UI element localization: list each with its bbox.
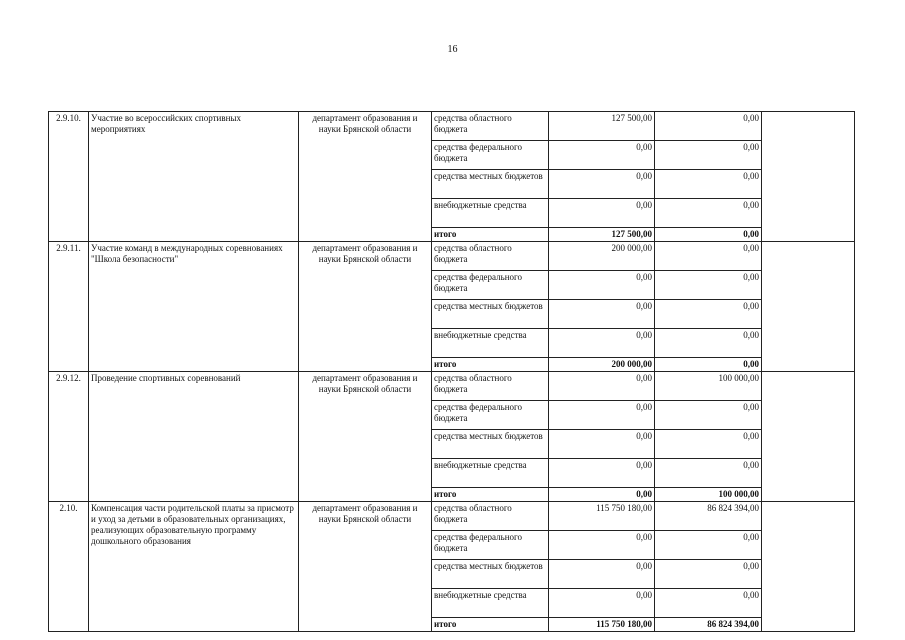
amount-col2: 0,00	[655, 589, 762, 618]
funding-source: средства областного бюджета	[432, 372, 549, 401]
amount-col1: 0,00	[549, 401, 655, 430]
funding-source: средства местных бюджетов	[432, 300, 549, 329]
funding-source: средства областного бюджета	[432, 502, 549, 531]
section-title: Участие во всероссийских спортивных мероприятиях	[89, 112, 299, 242]
total-col2: 100 000,00	[655, 488, 762, 502]
empty-cell	[762, 372, 855, 502]
funding-source: средства федерального бюджета	[432, 401, 549, 430]
amount-col1: 127 500,00	[549, 112, 655, 141]
empty-cell	[762, 112, 855, 242]
amount-col1: 0,00	[549, 300, 655, 329]
amount-col1: 0,00	[549, 271, 655, 300]
amount-col2: 0,00	[655, 112, 762, 141]
funding-source: внебюджетные средства	[432, 589, 549, 618]
total-label: итого	[432, 358, 549, 372]
empty-cell	[762, 242, 855, 372]
funding-source: внебюджетные средства	[432, 199, 549, 228]
empty-cell	[762, 502, 855, 632]
budget-table-body	[49, 112, 855, 632]
amount-col1: 0,00	[549, 430, 655, 459]
total-col1: 200 000,00	[549, 358, 655, 372]
table-row	[49, 502, 855, 531]
section-department: департамент образования и науки Брянской области	[299, 242, 432, 372]
total-col2: 86 824 394,00	[655, 618, 762, 632]
table-row	[49, 372, 855, 401]
total-col1: 127 500,00	[549, 228, 655, 242]
amount-col2: 0,00	[655, 170, 762, 199]
funding-source: внебюджетные средства	[432, 329, 549, 358]
total-label: итого	[432, 228, 549, 242]
amount-col1: 0,00	[549, 372, 655, 401]
amount-col2: 0,00	[655, 242, 762, 271]
section-department: департамент образования и науки Брянской области	[299, 372, 432, 502]
amount-col1: 0,00	[549, 560, 655, 589]
total-col2: 0,00	[655, 228, 762, 242]
amount-col2: 0,00	[655, 329, 762, 358]
funding-source: средства областного бюджета	[432, 112, 549, 141]
funding-source: внебюджетные средства	[432, 459, 549, 488]
section-department: департамент образования и науки Брянской области	[299, 502, 432, 632]
section-title: Проведение спортивных соревнований	[89, 372, 299, 502]
amount-col2: 86 824 394,00	[655, 502, 762, 531]
amount-col2: 0,00	[655, 401, 762, 430]
amount-col2: 0,00	[655, 141, 762, 170]
total-col1: 0,00	[549, 488, 655, 502]
funding-source: средства местных бюджетов	[432, 560, 549, 589]
amount-col2: 0,00	[655, 199, 762, 228]
amount-col2: 0,00	[655, 430, 762, 459]
funding-source: средства областного бюджета	[432, 242, 549, 271]
budget-table	[48, 111, 855, 632]
amount-col2: 0,00	[655, 271, 762, 300]
total-label: итого	[432, 618, 549, 632]
total-label: итого	[432, 488, 549, 502]
section-title: Компенсация части родительской платы за присмотр и уход за детьми в образовательных организациях, реализующих образовательную программу дошкольного образования	[89, 502, 299, 632]
total-col1: 115 750 180,00	[549, 618, 655, 632]
section-title: Участие команд в международных соревнованиях "Школа безопасности"	[89, 242, 299, 372]
amount-col1: 0,00	[549, 329, 655, 358]
section-number: 2.9.11.	[49, 242, 89, 372]
page-number: 16	[447, 44, 458, 55]
amount-col1: 0,00	[549, 170, 655, 199]
section-number: 2.9.10.	[49, 112, 89, 242]
total-col2: 0,00	[655, 358, 762, 372]
amount-col2: 0,00	[655, 531, 762, 560]
funding-source: средства федерального бюджета	[432, 141, 549, 170]
amount-col1: 115 750 180,00	[549, 502, 655, 531]
amount-col2: 0,00	[655, 300, 762, 329]
funding-source: средства федерального бюджета	[432, 531, 549, 560]
amount-col1: 0,00	[549, 531, 655, 560]
amount-col2: 0,00	[655, 459, 762, 488]
amount-col2: 100 000,00	[655, 372, 762, 401]
amount-col1: 0,00	[549, 199, 655, 228]
amount-col1: 0,00	[549, 589, 655, 618]
amount-col1: 0,00	[549, 459, 655, 488]
table-row	[49, 112, 855, 141]
section-number: 2.9.12.	[49, 372, 89, 502]
table-row	[49, 242, 855, 271]
section-department: департамент образования и науки Брянской области	[299, 112, 432, 242]
funding-source: средства местных бюджетов	[432, 170, 549, 199]
amount-col2: 0,00	[655, 560, 762, 589]
funding-source: средства местных бюджетов	[432, 430, 549, 459]
funding-source: средства федерального бюджета	[432, 271, 549, 300]
amount-col1: 0,00	[549, 141, 655, 170]
section-number: 2.10.	[49, 502, 89, 632]
amount-col1: 200 000,00	[549, 242, 655, 271]
